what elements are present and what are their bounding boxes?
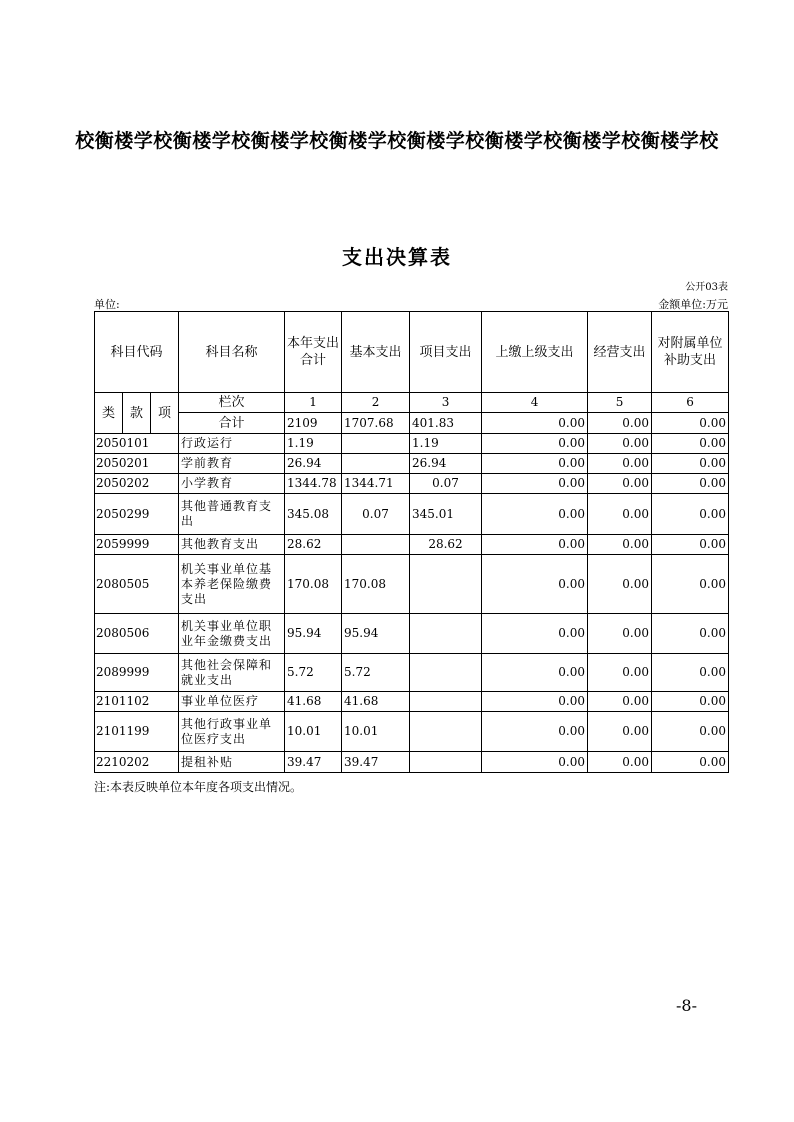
row-upper: 0.00 xyxy=(482,494,588,535)
total-upper: 0.00 xyxy=(482,413,588,434)
row-total: 5.72 xyxy=(285,654,342,692)
row-subsidy: 0.00 xyxy=(652,614,729,654)
total-total: 2109 xyxy=(285,413,342,434)
table-row xyxy=(95,692,729,712)
table-row xyxy=(95,535,729,555)
row-total: 26.94 xyxy=(285,454,342,474)
row-name: 其他社会保障和就业支出 xyxy=(179,654,285,692)
row-code: 2050202 xyxy=(95,474,179,494)
row-business: 0.00 xyxy=(588,614,652,654)
row-total: 41.68 xyxy=(285,692,342,712)
row-project xyxy=(410,614,482,654)
row-business: 0.00 xyxy=(588,434,652,454)
index-3: 3 xyxy=(410,393,482,413)
amount-unit-label: 金额单位:万元 xyxy=(658,298,728,311)
row-business: 0.00 xyxy=(588,494,652,535)
total-project: 401.83 xyxy=(410,413,482,434)
row-name: 学前教育 xyxy=(179,454,285,474)
row-subsidy: 0.00 xyxy=(652,752,729,773)
row-total: 28.62 xyxy=(285,535,342,555)
row-basic: 39.47 xyxy=(342,752,410,773)
row-basic: 10.01 xyxy=(342,712,410,752)
row-business: 0.00 xyxy=(588,474,652,494)
row-upper: 0.00 xyxy=(482,474,588,494)
row-basic: 5.72 xyxy=(342,654,410,692)
row-basic xyxy=(342,535,410,555)
unit-label: 单位: xyxy=(94,298,120,311)
row-project: 26.94 xyxy=(410,454,482,474)
index-5: 5 xyxy=(588,393,652,413)
row-total: 1.19 xyxy=(285,434,342,454)
row-project xyxy=(410,712,482,752)
row-project: 1.19 xyxy=(410,434,482,454)
table-row xyxy=(95,474,729,494)
row-total: 345.08 xyxy=(285,494,342,535)
table-row xyxy=(95,494,729,535)
row-basic: 1344.71 xyxy=(342,474,410,494)
row-name: 小学教育 xyxy=(179,474,285,494)
row-business: 0.00 xyxy=(588,555,652,614)
row-upper: 0.00 xyxy=(482,692,588,712)
table-row xyxy=(95,712,729,752)
row-project: 0.07 xyxy=(410,474,482,494)
row-name: 提租补贴 xyxy=(179,752,285,773)
table-note: 注:本表反映单位本年度各项支出情况。 xyxy=(94,780,303,794)
row-upper: 0.00 xyxy=(482,654,588,692)
header-name: 科目名称 xyxy=(179,312,285,393)
row-code: 2101199 xyxy=(95,712,179,752)
row-total: 10.01 xyxy=(285,712,342,752)
total-row xyxy=(95,413,729,434)
row-subsidy: 0.00 xyxy=(652,454,729,474)
header-business: 经营支出 xyxy=(588,312,652,393)
header-basic: 基本支出 xyxy=(342,312,410,393)
table-row xyxy=(95,614,729,654)
total-label: 合计 xyxy=(179,413,285,434)
index-row xyxy=(95,393,729,413)
row-code: 2101102 xyxy=(95,692,179,712)
row-total: 170.08 xyxy=(285,555,342,614)
row-name: 其他普通教育支出 xyxy=(179,494,285,535)
header-project: 项目支出 xyxy=(410,312,482,393)
row-basic: 95.94 xyxy=(342,614,410,654)
row-name: 其他行政事业单位医疗支出 xyxy=(179,712,285,752)
row-upper: 0.00 xyxy=(482,454,588,474)
header-row xyxy=(95,312,729,393)
row-subsidy: 0.00 xyxy=(652,712,729,752)
header-code: 科目代码 xyxy=(95,312,179,393)
total-basic: 1707.68 xyxy=(342,413,410,434)
row-project xyxy=(410,692,482,712)
row-code: 2050201 xyxy=(95,454,179,474)
row-basic xyxy=(342,434,410,454)
row-subsidy: 0.00 xyxy=(652,494,729,535)
row-project xyxy=(410,654,482,692)
index-2: 2 xyxy=(342,393,410,413)
header-kuan: 款 xyxy=(123,393,151,434)
row-code: 2080505 xyxy=(95,555,179,614)
row-business: 0.00 xyxy=(588,712,652,752)
row-basic xyxy=(342,454,410,474)
expenditure-table xyxy=(94,311,729,773)
row-total: 39.47 xyxy=(285,752,342,773)
page-number: -8- xyxy=(676,996,697,1015)
header-subsidy: 对附属单位补助支出 xyxy=(652,312,729,393)
row-code: 2210202 xyxy=(95,752,179,773)
header-upper: 上缴上级支出 xyxy=(482,312,588,393)
row-upper: 0.00 xyxy=(482,614,588,654)
row-code: 2080506 xyxy=(95,614,179,654)
index-4: 4 xyxy=(482,393,588,413)
form-number: 公开03表 xyxy=(685,282,728,293)
row-name: 事业单位医疗 xyxy=(179,692,285,712)
row-subsidy: 0.00 xyxy=(652,654,729,692)
row-business: 0.00 xyxy=(588,454,652,474)
row-basic: 41.68 xyxy=(342,692,410,712)
row-subsidy: 0.00 xyxy=(652,555,729,614)
table-row xyxy=(95,555,729,614)
row-subsidy: 0.00 xyxy=(652,692,729,712)
header-total: 本年支出合计 xyxy=(285,312,342,393)
row-name: 机关事业单位基本养老保险缴费支出 xyxy=(179,555,285,614)
row-upper: 0.00 xyxy=(482,535,588,555)
row-subsidy: 0.00 xyxy=(652,434,729,454)
row-project xyxy=(410,752,482,773)
page-heading: 校衡楼学校衡楼学校衡楼学校衡楼学校衡楼学校衡楼学校衡楼学校衡楼学校 xyxy=(75,130,719,152)
row-upper: 0.00 xyxy=(482,712,588,752)
header-lei: 类 xyxy=(95,393,123,434)
row-project: 345.01 xyxy=(410,494,482,535)
row-code: 2050101 xyxy=(95,434,179,454)
table-title: 支出决算表 xyxy=(342,245,452,269)
row-total: 1344.78 xyxy=(285,474,342,494)
row-project: 28.62 xyxy=(410,535,482,555)
row-code: 2050299 xyxy=(95,494,179,535)
row-name: 机关事业单位职业年金缴费支出 xyxy=(179,614,285,654)
row-subsidy: 0.00 xyxy=(652,535,729,555)
total-subsidy: 0.00 xyxy=(652,413,729,434)
row-name: 其他教育支出 xyxy=(179,535,285,555)
row-name: 行政运行 xyxy=(179,434,285,454)
row-total: 95.94 xyxy=(285,614,342,654)
index-1: 1 xyxy=(285,393,342,413)
header-xiang: 项 xyxy=(151,393,179,434)
row-project xyxy=(410,555,482,614)
row-basic: 0.07 xyxy=(342,494,410,535)
row-code: 2059999 xyxy=(95,535,179,555)
row-subsidy: 0.00 xyxy=(652,474,729,494)
row-business: 0.00 xyxy=(588,654,652,692)
total-business: 0.00 xyxy=(588,413,652,434)
index-6: 6 xyxy=(652,393,729,413)
row-upper: 0.00 xyxy=(482,752,588,773)
row-code: 2089999 xyxy=(95,654,179,692)
table-row xyxy=(95,654,729,692)
row-business: 0.00 xyxy=(588,752,652,773)
row-upper: 0.00 xyxy=(482,555,588,614)
table-row xyxy=(95,454,729,474)
row-business: 0.00 xyxy=(588,692,652,712)
row-upper: 0.00 xyxy=(482,434,588,454)
header-col-index: 栏次 xyxy=(179,393,285,413)
table-row xyxy=(95,752,729,773)
table-row xyxy=(95,434,729,454)
row-business: 0.00 xyxy=(588,535,652,555)
row-basic: 170.08 xyxy=(342,555,410,614)
